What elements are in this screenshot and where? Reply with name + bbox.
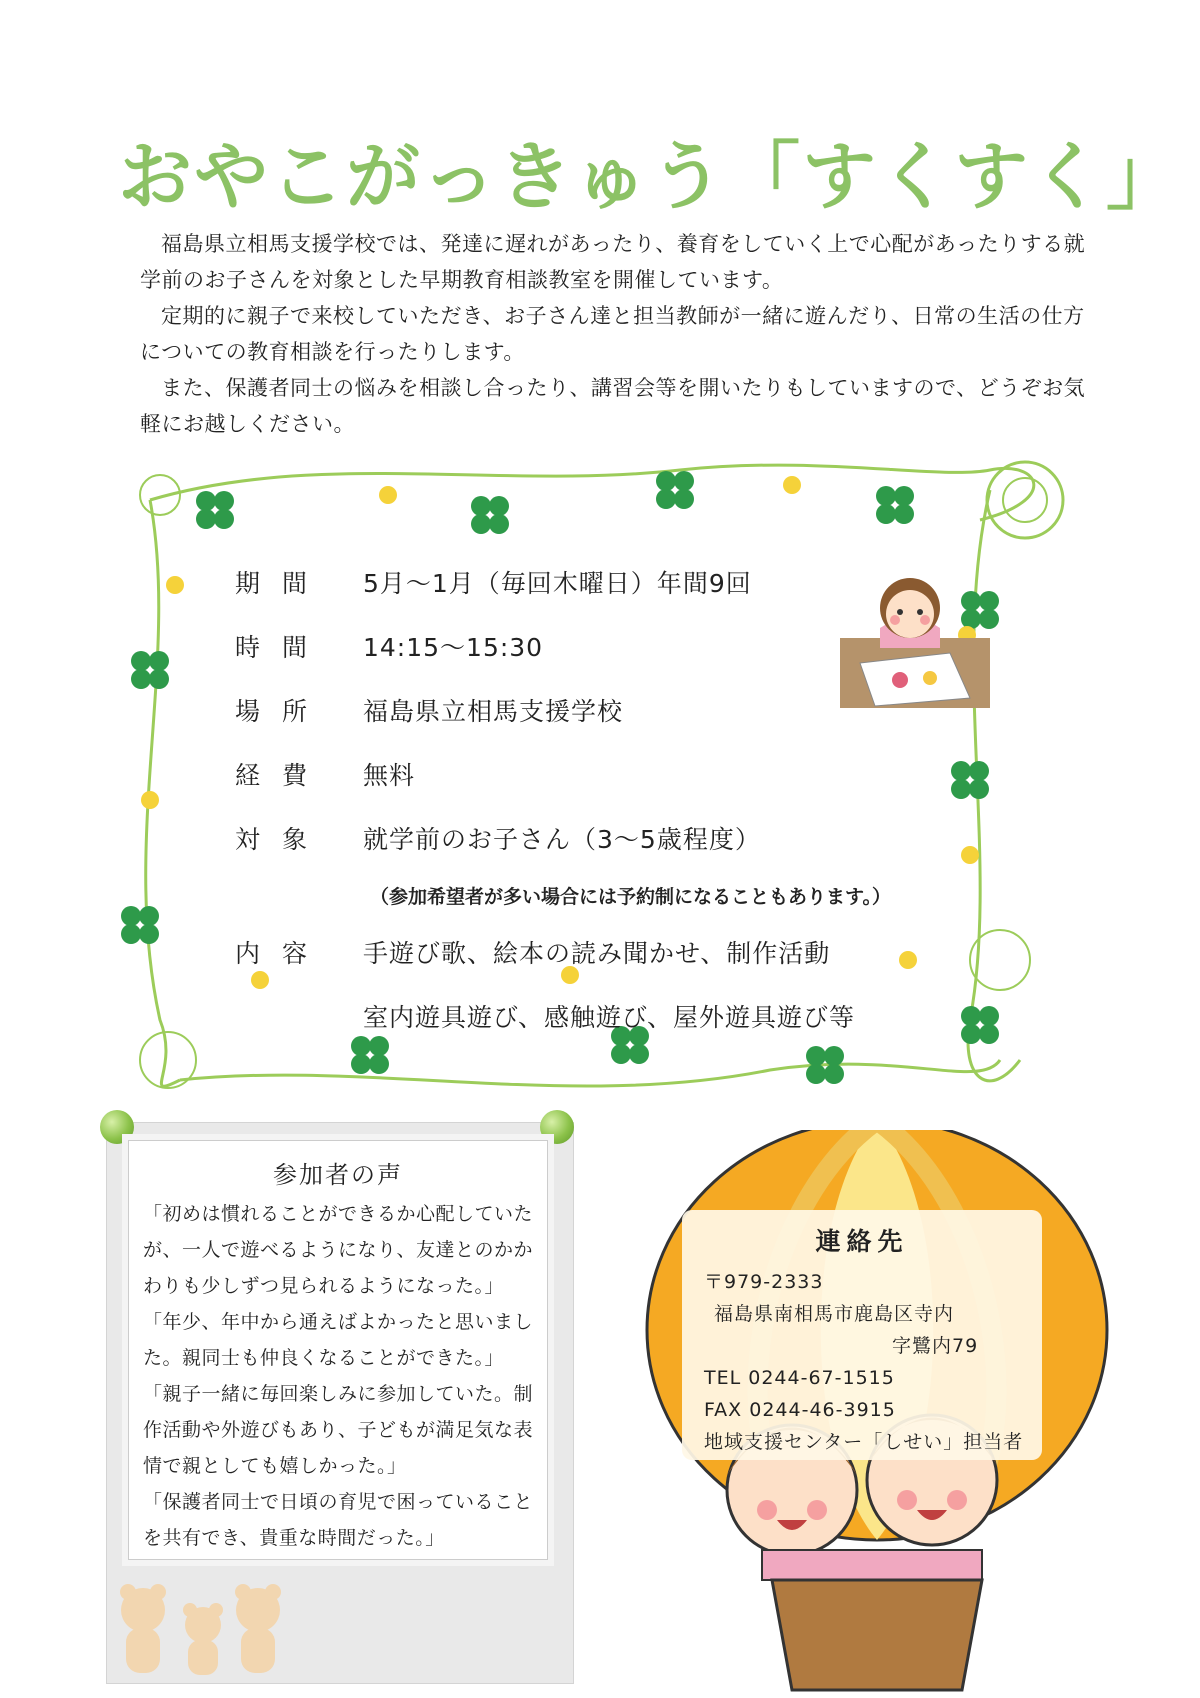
reservation-note: （参加希望者が多い場合には予約制になることもあります。） (370, 885, 891, 908)
detail-row-period (235, 550, 885, 614)
detail-value: 14:15～15:30 (363, 633, 544, 662)
detail-value: 5月～1月（毎回木曜日）年間9回 (363, 569, 752, 598)
contact-postal: 〒979-2333 (704, 1271, 824, 1293)
intro-paragraph: また、保護者同士の悩みを相談し合ったり、講習会等を開いたりもしていますので、どうぞお気軽にお越しください。 (140, 376, 1086, 436)
detail-row-cost (235, 742, 885, 806)
contact-fax: FAX 0244-46-3915 (704, 1399, 896, 1421)
contact-address-line2: 字鷺内79 (892, 1335, 979, 1357)
detail-value: 手遊び歌、絵本の読み聞かせ、制作活動 (363, 939, 831, 968)
detail-value: 福島県立相馬支援学校 (363, 697, 624, 726)
intro-paragraph: 福島県立相馬支援学校では、発達に遅れがあったり、養育をしていく上で心配があったりする就学前のお子さんを対象とした早期教育相談教室を開催しています。 (140, 232, 1086, 292)
detail-value: 無料 (363, 761, 416, 790)
detail-row-target (235, 806, 885, 870)
voices-board (100, 1110, 578, 1690)
page-title: おやこがっきゅう「すくすく」 (118, 134, 1182, 220)
contact-address: 福島県南相馬市鹿島区寺内 (714, 1303, 955, 1325)
detail-row-time (235, 614, 885, 678)
intro-paragraph: 定期的に親子で来校していただき、お子さん達と担当教師が一緒に遊んだり、日常の生活の仕方についての教育相談を行ったりします。 (140, 304, 1085, 364)
voice-item: 「親子一緒に毎回楽しみに参加していた。制作活動や外遊びもあり、子どもが満足気な表情で親としても嬉しかった。」 (143, 1383, 534, 1477)
pushpin-icon (540, 1110, 574, 1144)
detail-label: 対象 (235, 825, 330, 854)
contact-box (682, 1210, 1042, 1460)
detail-label: 期間 (235, 569, 330, 598)
contact-heading: 連絡先 (815, 1227, 909, 1256)
drawing-girl-illustration (840, 568, 990, 708)
event-details (235, 550, 891, 1048)
detail-label: 経費 (235, 761, 330, 790)
voice-item: 「年少、年中から通えばよかったと思いました。親同士も仲良くなることができた。」 (143, 1311, 534, 1369)
detail-label: 場所 (235, 697, 330, 726)
voice-item: 「保護者同士で日頃の育児で困っていることを共有でき、貴重な時間だった。」 (143, 1491, 534, 1549)
voices-paper (128, 1140, 548, 1560)
detail-row-content (235, 920, 885, 984)
contact-person: 地域支援センター「しせい」担当者 (704, 1431, 1024, 1453)
intro-text (140, 226, 1100, 442)
detail-value: 室内遊具遊び、感触遊び、屋外遊具遊び等 (363, 1003, 856, 1032)
voice-item: 「初めは慣れることができるか心配していたが、一人で遊べるようになり、友達とのかかわりも少しずつ見られるようになった。」 (143, 1203, 534, 1297)
detail-label: 内容 (235, 939, 330, 968)
voices-heading: 参加者の声 (273, 1161, 403, 1189)
detail-row-place (235, 678, 885, 742)
detail-row-content-continued (235, 984, 885, 1048)
bears-illustration (108, 1580, 308, 1680)
detail-value: 就学前のお子さん（3～5歳程度） (363, 825, 761, 854)
pushpin-icon (100, 1110, 134, 1144)
contact-tel: TEL 0244-67-1515 (704, 1367, 895, 1389)
detail-label: 時間 (235, 633, 330, 662)
